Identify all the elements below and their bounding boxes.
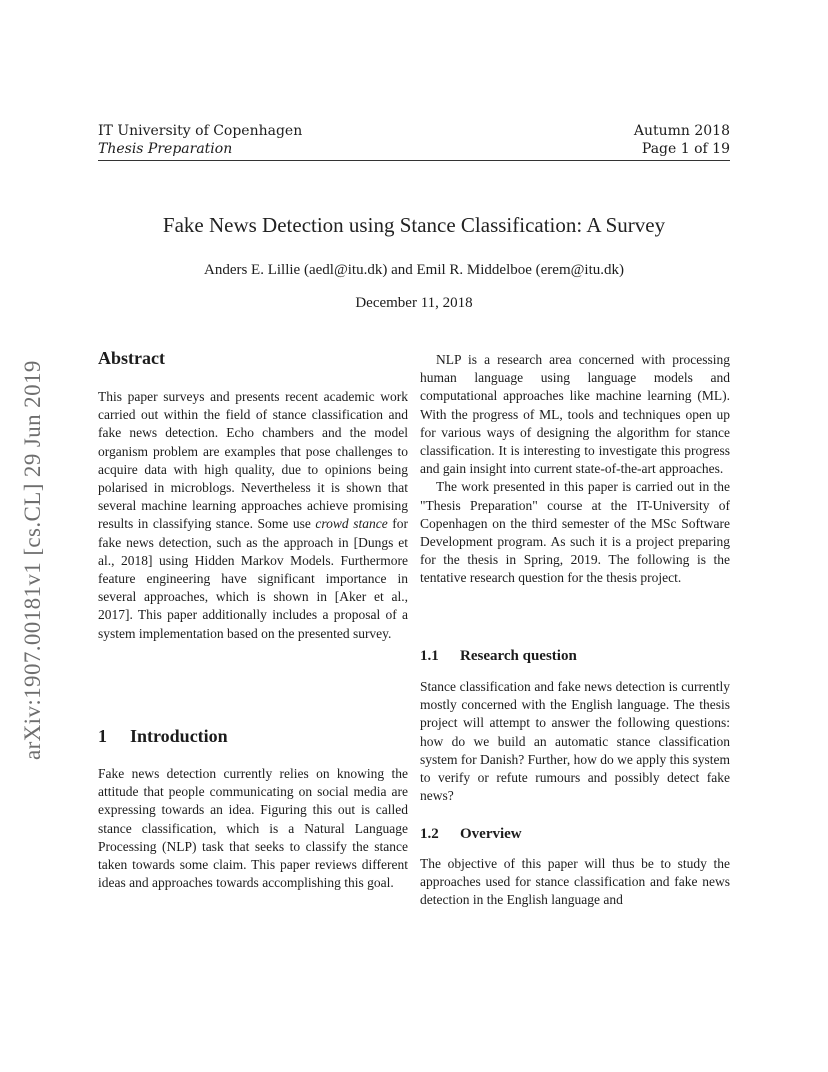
subsection-number: 1.1 (420, 648, 439, 664)
overview-body (420, 855, 730, 910)
abstract-body (98, 388, 408, 643)
paper-date: December 11, 2018 (355, 295, 473, 311)
header-page-number: Page 1 of 19 (641, 141, 730, 157)
intro-paragraph-course: The work presented in this paper is carried out in the "Thesis Preparation" course at the IT-University of Copenhagen on the third semester of the MSc Software Development program. As such it is a project preparing for the thesis in Spring, 2019. The following is the tentative research question for the thesis project. (420, 479, 730, 586)
section-heading-introduction (98, 726, 228, 747)
abstract-text-part-2: for fake news detection, such as the approach in [Dungs et al., 2018] using Hidden Markov Models. Furthermore feature engineering have significant importance in several approaches, which is shown in [Aker et al., 2017]. This paper additionally includes a proposal of a system implementation based on the presented survey. (98, 516, 408, 641)
introduction-paragraph: Fake news detection currently relies on knowing the attitude that people communicating on social media are expressing towards an idea. Figuring this out is called stance classification, which is a Natural Language Processing (NLP) task that seeks to classify the stance taken towards some claim. This paper reviews different ideas and approaches towards accomplishing this goal. (98, 766, 408, 891)
header-institution: IT University of Copenhagen (98, 123, 303, 139)
arxiv-stamp: arXiv:1907.00181v1 [cs.CL] 29 Jun 2019 (20, 360, 45, 760)
paper-title: Fake News Detection using Stance Classification: A Survey (162, 213, 666, 237)
section-number: 1 (98, 726, 107, 746)
header-course: Thesis Preparation (98, 141, 233, 157)
header-rule (98, 160, 730, 161)
subsection-number: 1.2 (420, 826, 439, 842)
subsection-title: Research question (460, 648, 577, 664)
research-question-paragraph: Stance classification and fake news detection is currently mostly concerned with the English language. The thesis project will attempt to answer the following questions: how do we build an automatic stance classification system for Danish? Further, how do we apply this system to verify or refute rumours and possibly detect fake news? (420, 679, 730, 804)
header-term: Autumn 2018 (633, 123, 730, 139)
abstract-heading: Abstract (98, 348, 165, 368)
introduction-body (98, 765, 408, 892)
section-title: Introduction (130, 726, 228, 746)
overview-paragraph: The objective of this paper will thus be to study the approaches used for stance classification and fake news detection in the English language and (420, 856, 730, 908)
abstract-text-part-1: This paper surveys and presents recent academic work carried out within the field of stance classification and fake news detection. Echo chambers and the model organism problem are examples that pose challenges to acquire data with high quality, due to opinions being polarised in microblogs. Nevertheless it is shown that several machine learning approaches achieve promising results in classifying stance. Some use (98, 389, 408, 532)
running-header-right (634, 122, 730, 158)
paper-authors: Anders E. Lillie (aedl@itu.dk) and Emil R. Middelboe (erem@itu.dk) (203, 262, 625, 278)
abstract-paragraph (98, 388, 408, 643)
subsection-title: Overview (460, 826, 522, 842)
abstract-emphasis: crowd stance (315, 516, 388, 532)
research-question-body (420, 678, 730, 805)
section-heading-research-question (420, 648, 577, 665)
intro-paragraph-nlp: NLP is a research area concerned with processing human language using language models and computational approaches like machine learning (ML). With the progress of ML, tools and techniques open up for various ways of designing the algorithm for stance classification. It is interesting to investigate this progress and gain insight into current state-of-the-art approaches. (420, 352, 730, 477)
right-column-intro (420, 351, 730, 588)
running-header-left (98, 122, 302, 158)
section-heading-overview (420, 826, 522, 843)
